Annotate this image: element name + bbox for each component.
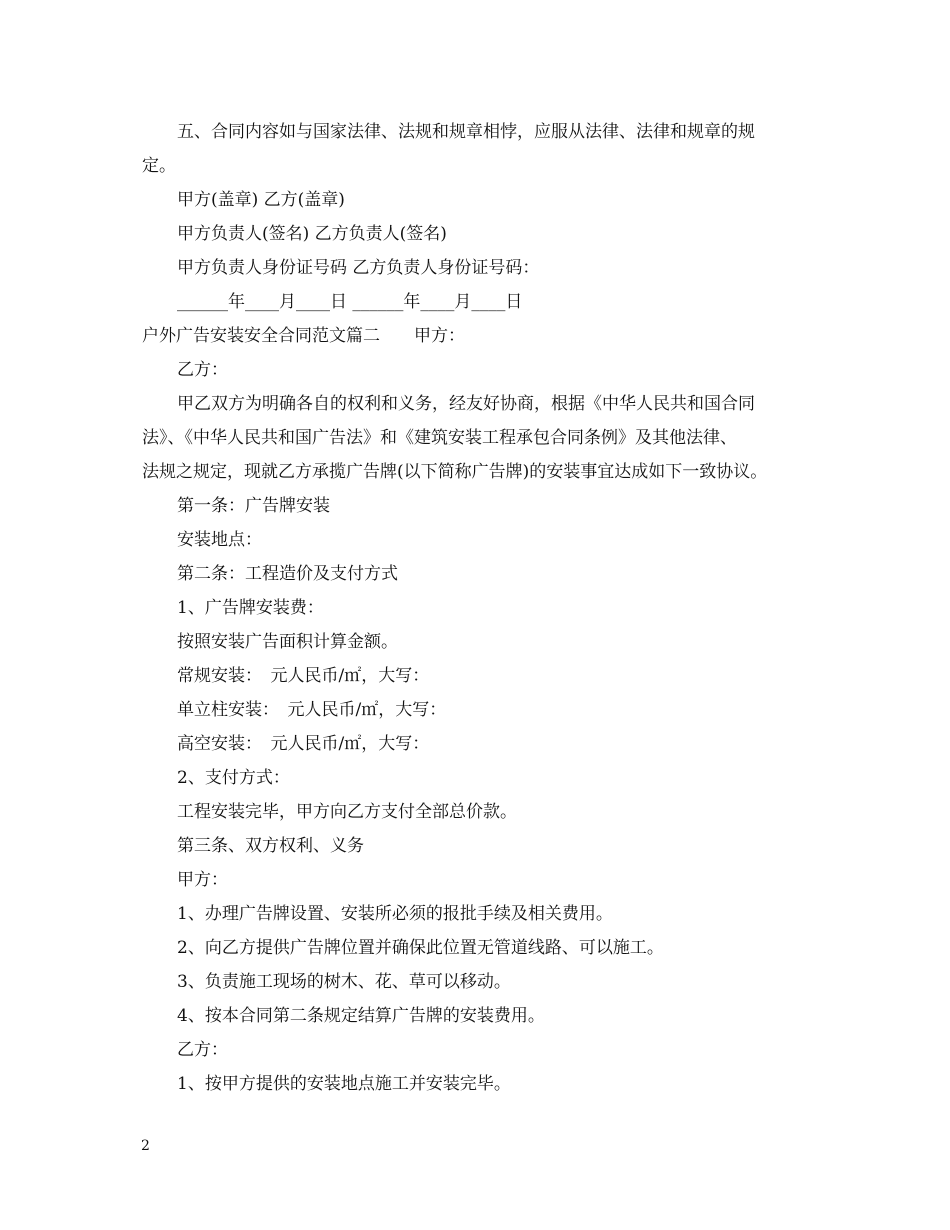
paragraph-line: 常规安装： 元人民币/㎡，大写： <box>177 666 430 686</box>
article-heading: 第一条：广告牌安装 <box>177 496 330 516</box>
paragraph-line: 法规之规定，现就乙方承揽广告牌(以下简称广告牌)的安装事宜达成如下一致协议。 <box>142 462 768 482</box>
paragraph-line: 按照安装广告面积计算金额。 <box>177 632 398 652</box>
paragraph-line: 五、合同内容如与国家法律、法规和规章相悖，应服从法律、法律和规章的规 <box>177 122 755 142</box>
date-line: ______年____月____日 ______年____月____日 <box>177 292 523 312</box>
paragraph-line: 2、支付方式： <box>177 768 290 788</box>
section-title: 户外广告安装安全合同范文篇二 甲方： <box>142 326 465 346</box>
paragraph-line: 甲乙双方为明确各自的权利和义务，经友好协商，根据《中华人民共和国合同 <box>177 394 755 414</box>
paragraph-line: 甲方： <box>177 870 228 890</box>
paragraph-line: 乙方： <box>177 360 228 380</box>
page-number: 2 <box>141 1138 150 1154</box>
paragraph-line: 1、广告牌安装费： <box>177 598 324 618</box>
paragraph-line: 3、负责施工现场的树木、花、草可以移动。 <box>177 972 511 992</box>
paragraph-line: 单立柱安装： 元人民币/㎡，大写： <box>177 700 447 720</box>
paragraph-line: 4、按本合同第二条规定结算广告牌的安装费用。 <box>177 1006 545 1026</box>
paragraph-line: 甲方负责人(签名) 乙方负责人(签名) <box>177 224 447 244</box>
paragraph-line: 法》、《中华人民共和国广告法》和《建筑安装工程承包合同条例》及其他法律、 <box>142 428 737 448</box>
paragraph-line: 1、按甲方提供的安装地点施工并安装完毕。 <box>177 1074 511 1094</box>
paragraph-line: 1、办理广告牌设置、安装所必须的报批手续及相关费用。 <box>177 904 613 924</box>
article-heading: 第二条：工程造价及支付方式 <box>177 564 398 584</box>
paragraph-line: 2、向乙方提供广告牌位置并确保此位置无管道线路、可以施工。 <box>177 938 664 958</box>
paragraph-line: 定。 <box>142 156 176 176</box>
paragraph-line: 乙方： <box>177 1040 228 1060</box>
paragraph-line: 高空安装： 元人民币/㎡，大写： <box>177 734 430 754</box>
paragraph-line: 工程安装完毕，甲方向乙方支付全部总价款。 <box>177 802 517 822</box>
paragraph-line: 甲方负责人身份证号码 乙方负责人身份证号码： <box>177 258 540 278</box>
article-heading: 第三条、双方权利、义务 <box>177 836 364 856</box>
paragraph-line: 安装地点： <box>177 530 262 550</box>
paragraph-line: 甲方(盖章) 乙方(盖章) <box>177 190 345 210</box>
